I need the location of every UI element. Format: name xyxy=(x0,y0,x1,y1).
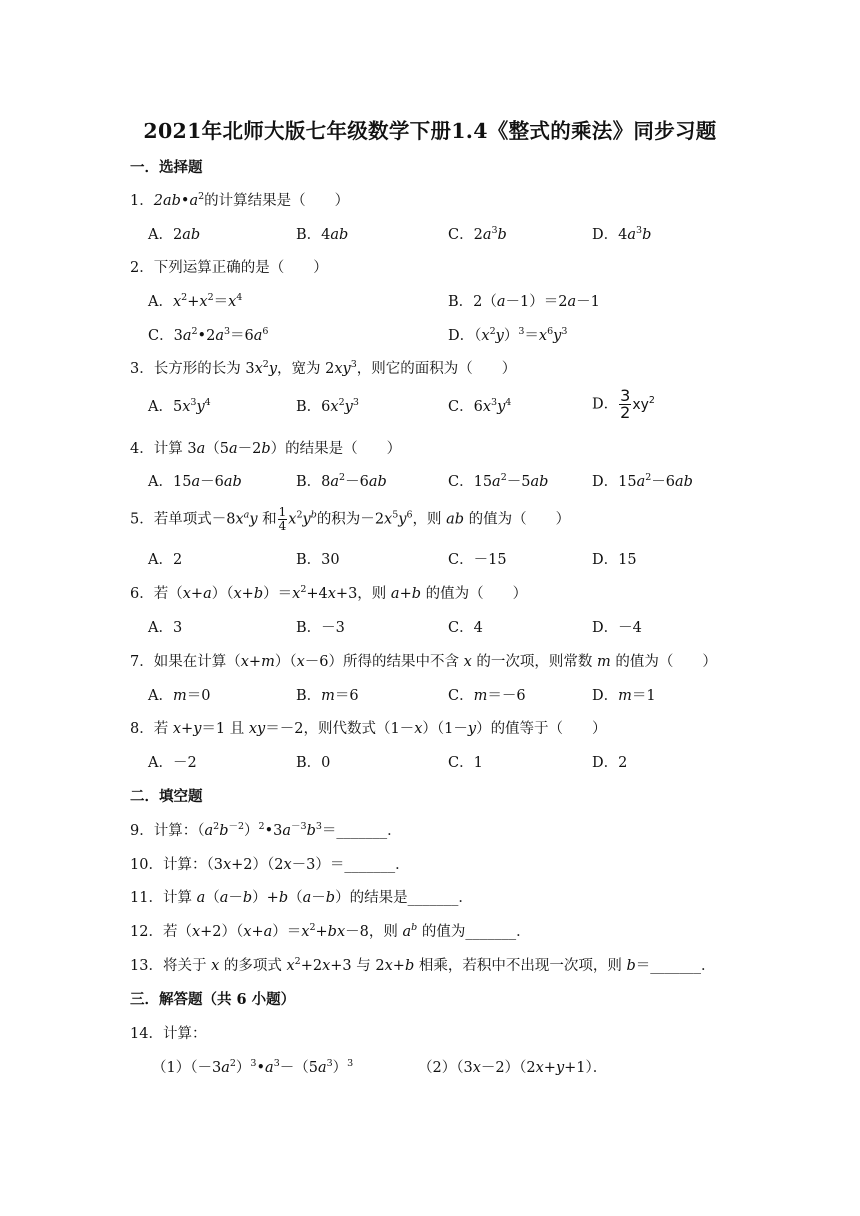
q7-option-d[interactable]: D．m＝1 xyxy=(592,688,656,704)
q6-option-d[interactable]: D．－4 xyxy=(592,620,642,636)
question-5: 5．若单项式$-8x^ay$ 和 $\frac{1}{4}$ $x^2y^b$的积为$-2x^5y^6$，则 ab 的值为（ ） xyxy=(130,505,571,533)
q3-option-c[interactable]: C．$6x^3y^4$ xyxy=(448,397,512,415)
q4-option-b[interactable]: B．$8a^2-6ab$ xyxy=(296,472,387,490)
q2-option-c[interactable]: C．$3a^2•2a^3=6a^6$ xyxy=(148,326,269,344)
q14-part-1: $(1)(-3a^2)^3•a^3-(5a^3)^3$ xyxy=(152,1058,354,1076)
q8-option-b[interactable]: B．0 xyxy=(296,755,331,771)
fraction-1-4: $\frac{1}{4}$ xyxy=(278,505,287,533)
q8-option-c[interactable]: C．1 xyxy=(448,755,483,771)
q7-option-c[interactable]: C．m＝－6 xyxy=(448,688,526,704)
question-12: 12．若$(x+2)(x+a)=x^2+bx-8$，则 $a^b$ 的值为_______． xyxy=(130,922,531,940)
q1-option-b[interactable]: B．4ab xyxy=(296,227,349,243)
question-10: 10．计算：（3x+2）（2x－3）＝_______． xyxy=(130,857,410,873)
q3-option-a[interactable]: A．$5x^3y^4$ xyxy=(148,397,211,415)
q4-option-c[interactable]: C．$15a^2-5ab$ xyxy=(448,472,549,490)
q6-option-b[interactable]: B．－3 xyxy=(296,620,345,636)
question-4: 4．计算 3a（5a－2b）的结果是（ ） xyxy=(130,441,402,457)
answer-blank[interactable]: _______ xyxy=(344,857,396,873)
answer-blank[interactable]: _______ xyxy=(336,823,388,839)
q14-part-2: （2）（3x－2）（2x+y+1）． xyxy=(418,1060,608,1076)
q5-option-b[interactable]: B．30 xyxy=(296,552,340,568)
q2-option-a[interactable]: A．$x^2+x^2=x^4$ xyxy=(148,292,243,310)
q8-option-a[interactable]: A．－2 xyxy=(148,755,197,771)
q6-option-a[interactable]: A．3 xyxy=(148,620,183,636)
question-1: 1．$2ab•a^2$的计算结果是（ ） xyxy=(130,191,350,209)
question-2: 2．下列运算正确的是（ ） xyxy=(130,260,328,276)
q4-option-d[interactable]: D．$15a^2-6ab$ xyxy=(592,472,693,490)
answer-blank[interactable]: _______ xyxy=(407,890,459,906)
question-13: 13．将关于 x 的多项式 $x^2+2x+3$ 与 2x+b 相乘，若积中不出现一次项，则 b＝_______． xyxy=(130,956,716,974)
section-choice: 一．选择题 xyxy=(130,159,203,176)
page-title: 2021年北师大版七年级数学下册1.4《整式的乘法》同步习题 xyxy=(143,119,717,143)
q8-option-d[interactable]: D．2 xyxy=(592,755,628,771)
q2-option-b[interactable]: B．2（a－1）＝2a－1 xyxy=(448,294,600,310)
q1-option-c[interactable]: C．$2a^3b$ xyxy=(448,225,507,243)
answer-blank[interactable]: _______ xyxy=(650,958,701,974)
q5-option-c[interactable]: C．－15 xyxy=(448,552,507,568)
q4-option-a[interactable]: A．15a－6ab xyxy=(148,474,242,490)
q3-option-b[interactable]: B．$6x^2y^3$ xyxy=(296,397,359,415)
question-6: 6．若$(x+a)(x+b)=x^2+4x+3$，则 a+b 的值为（ ） xyxy=(130,584,528,602)
question-7: 7．如果在计算（x+m）（x－6）所得的结果中不含 x 的一次项，则常数 m 的值为（ ） xyxy=(130,654,717,670)
q2-option-d[interactable]: D．$(x^2y)^3=x^6y^3$ xyxy=(448,326,568,344)
q1-option-a[interactable]: A．2ab xyxy=(148,227,201,243)
q1-option-d[interactable]: D．$4a^3b$ xyxy=(592,225,652,243)
question-3: 3．长方形的长为 $3x^2y$，宽为 $2xy^3$，则它的面积为（ ） xyxy=(130,359,517,377)
question-11: 11．计算 a（a－b）+b（a－b）的结果是_______． xyxy=(130,890,473,906)
question-14: 14．计算： xyxy=(130,1026,207,1042)
q7-option-a[interactable]: A．m＝0 xyxy=(148,688,211,704)
answer-blank[interactable]: _______ xyxy=(465,924,517,940)
q5-option-a[interactable]: A．2 xyxy=(148,552,183,568)
section-solve: 三．解答题（共 6 小题） xyxy=(130,991,296,1008)
fraction-3-2: $\frac{3}{2}$ xyxy=(620,386,631,422)
q5-option-d[interactable]: D．15 xyxy=(592,552,637,568)
section-fill-blank: 二．填空题 xyxy=(130,788,203,805)
question-8: 8．若 x+y＝1 且 xy＝－2，则代数式（1－x）（1－y）的值等于（ ） xyxy=(130,721,607,737)
q7-option-b[interactable]: B．m＝6 xyxy=(296,688,359,704)
question-9: 9．计算：$(a^2b^{-2})^2•3a^{-3}b^3=\_\_\_\_\_\_\_$． xyxy=(130,821,402,839)
q6-option-c[interactable]: C．4 xyxy=(448,620,483,636)
q3-option-d[interactable]: D． $\frac{3}{2}$ $xy^2$ xyxy=(592,386,655,422)
